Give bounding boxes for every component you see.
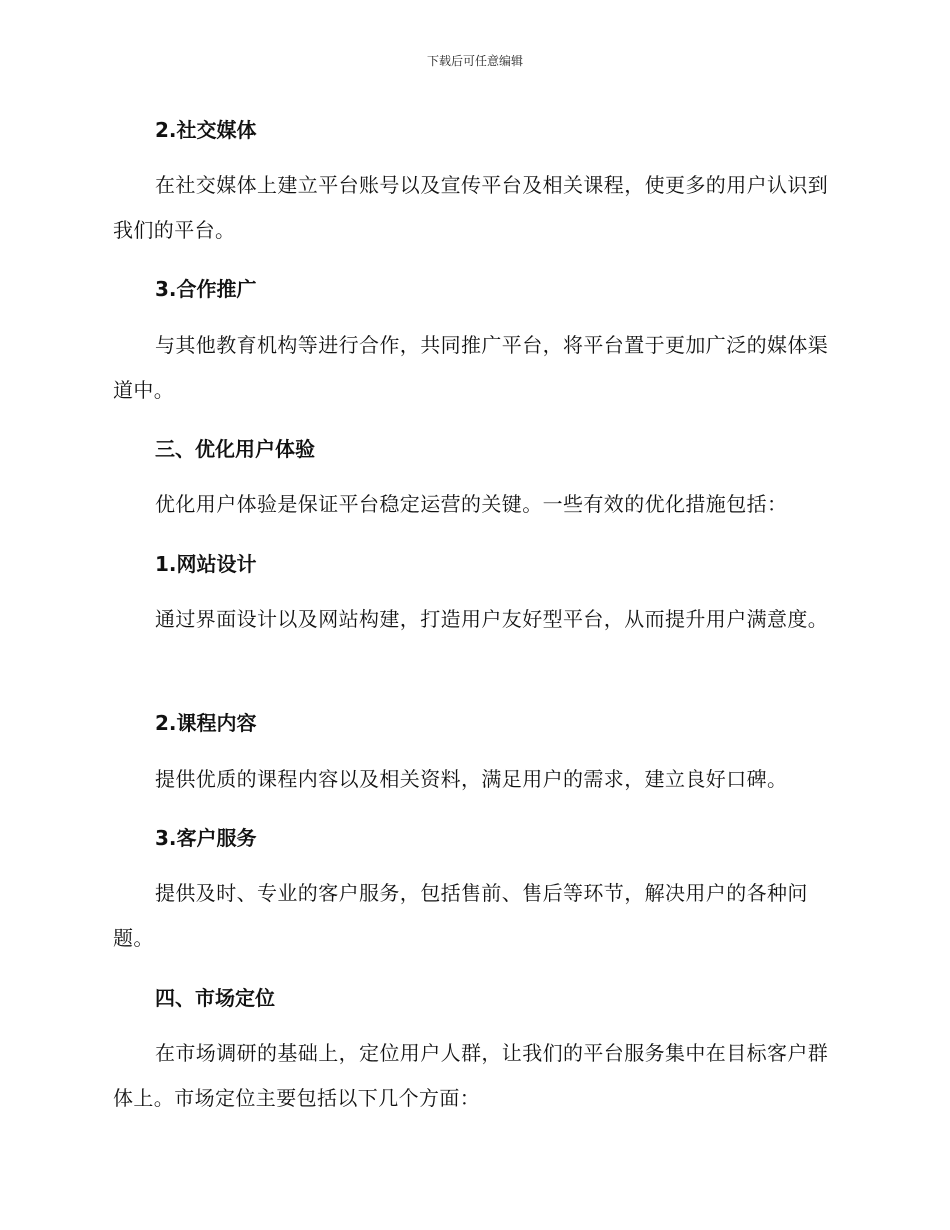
section-heading-cooperation: 3.合作推广	[155, 277, 257, 301]
section-heading-course-content: 2.课程内容	[155, 711, 257, 735]
section-heading-user-experience: 三、优化用户体验	[155, 437, 315, 461]
section-heading-market-positioning: 四、市场定位	[155, 986, 275, 1010]
paragraph-course-content: 提供优质的课程内容以及相关资料，满足用户的需求，建立良好口碑。	[155, 767, 788, 791]
section-heading-social-media: 2.社交媒体	[155, 118, 257, 142]
page-header: 下载后可任意编辑	[426, 54, 523, 68]
section-heading-website-design: 1.网站设计	[155, 552, 257, 576]
paragraph-cooperation: 与其他教育机构等进行合作，共同推广平台，将平台置于更加广泛的媒体渠道中。	[113, 333, 829, 402]
paragraph-customer-service: 提供及时、专业的客户服务，包括售前、售后等环节，解决用户的各种问题。	[113, 881, 808, 950]
paragraph-user-experience: 优化用户体验是保证平台稳定运营的关键。一些有效的优化措施包括：	[155, 492, 788, 516]
section-heading-customer-service: 3.客户服务	[155, 826, 257, 850]
paragraph-website-design: 通过界面设计以及网站构建，打造用户友好型平台，从而提升用户满意度。	[155, 607, 829, 631]
paragraph-market-positioning: 在市场调研的基础上，定位用户人群，让我们的平台服务集中在目标客户群体上。市场定位主要包括以下几个方面：	[113, 1041, 829, 1110]
paragraph-social-media: 在社交媒体上建立平台账号以及宣传平台及相关课程，使更多的用户认识到我们的平台。	[113, 173, 829, 242]
